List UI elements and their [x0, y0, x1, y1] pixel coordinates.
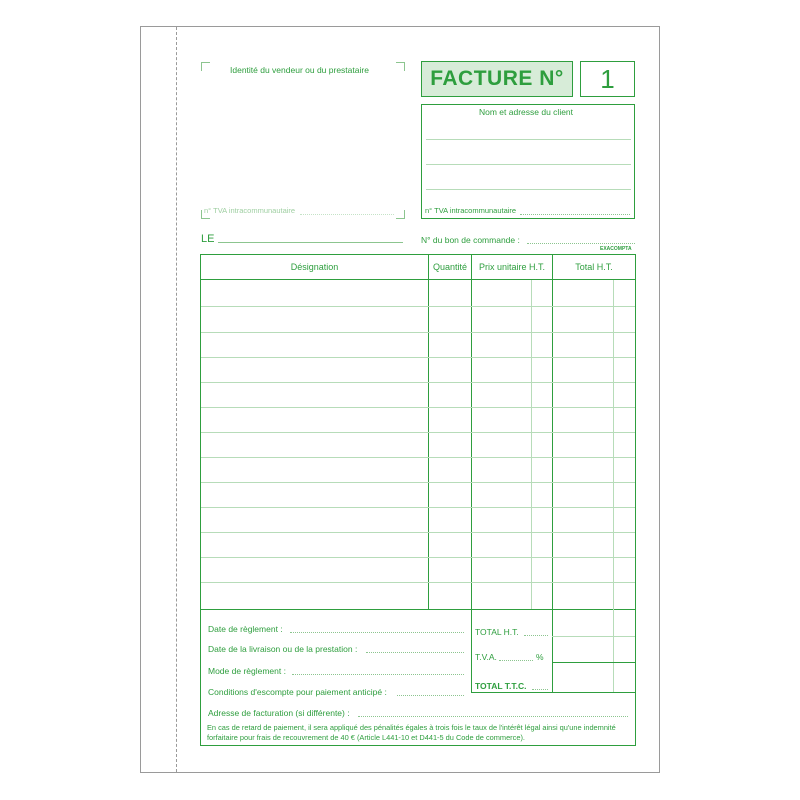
corner-mark: [396, 210, 405, 219]
table-row: [201, 332, 635, 333]
vendor-tva-label: n° TVA intracommunautaire: [204, 206, 296, 215]
legal-note: En cas de retard de paiement, il sera appliqué des pénalités égales à trois fois le taux de l'intérêt légal ainsi qu'une indemnité forfaitaire pour frais de recouvrement de 40 € (Article L441-10 et D441-5 du Code de commerce).: [207, 723, 616, 742]
table-row: [201, 306, 635, 307]
client-tva-label: n° TVA intracommunautaire: [425, 206, 517, 215]
client-line: [426, 139, 631, 140]
total-ttc-line: [532, 689, 548, 690]
table-row: [201, 532, 635, 533]
corner-mark: [396, 62, 405, 71]
totals-bottom: [471, 692, 635, 693]
tva-percent: %: [536, 652, 544, 662]
totals-divider: [552, 662, 635, 663]
client-box: [421, 104, 635, 219]
vendor-heading: Identité du vendeur ou du prestataire: [230, 65, 369, 75]
col-divider: [471, 255, 472, 693]
billing-address-label: Adresse de facturation (si différente) :: [208, 708, 350, 718]
discount-line: [397, 695, 464, 696]
corner-mark: [201, 62, 210, 71]
client-line: [426, 189, 631, 190]
col-subdivider: [613, 280, 614, 692]
table-row: [201, 382, 635, 383]
table-row: [201, 482, 635, 483]
header-quantite: Quantité: [432, 262, 468, 272]
totals-divider: [552, 636, 635, 637]
delivery-date-label: Date de la livraison ou de la prestation :: [208, 644, 358, 654]
billing-address-line: [358, 716, 628, 717]
discount-label: Conditions d'escompte pour paiement anticipé :: [208, 687, 387, 697]
tva-label: T.V.A.: [475, 652, 497, 662]
col-divider: [552, 255, 553, 693]
col-subdivider: [531, 280, 532, 609]
header-total-ht: Total H.T.: [575, 262, 613, 272]
client-tva-line: [520, 214, 630, 215]
order-label: N° du bon de commande :: [421, 235, 520, 245]
table-row: [201, 582, 635, 583]
client-heading: Nom et adresse du client: [479, 107, 574, 117]
total-ht-line: [524, 635, 548, 636]
vendor-tva-line: [300, 214, 394, 215]
payment-mode-label: Mode de règlement :: [208, 666, 286, 676]
table-row: [201, 357, 635, 358]
invoice-number: 1: [580, 61, 635, 97]
header-designation: Désignation: [290, 262, 339, 272]
client-line: [426, 164, 631, 165]
table-row: [201, 557, 635, 558]
settlement-date-line: [290, 632, 464, 633]
table-row: [201, 432, 635, 433]
table-row: [201, 457, 635, 458]
brand-mark: EXACOMPTA: [600, 246, 632, 252]
delivery-date-line: [366, 652, 464, 653]
total-ttc-label: TOTAL T.T.C.: [475, 681, 527, 691]
table-body-bottom: [201, 609, 635, 610]
payment-mode-line: [292, 674, 464, 675]
order-line: [527, 243, 635, 244]
table-row: [201, 407, 635, 408]
invoice-title: FACTURE N°: [421, 61, 573, 97]
date-line: [218, 242, 403, 243]
header-prix-unitaire: Prix unitaire H.T.: [478, 262, 546, 272]
total-ht-label: TOTAL H.T.: [475, 627, 519, 637]
perforation-line: [176, 27, 177, 772]
tva-rate-line: [499, 660, 533, 661]
date-label: LE: [201, 233, 215, 245]
table-row: [201, 507, 635, 508]
settlement-date-label: Date de règlement :: [208, 624, 283, 634]
